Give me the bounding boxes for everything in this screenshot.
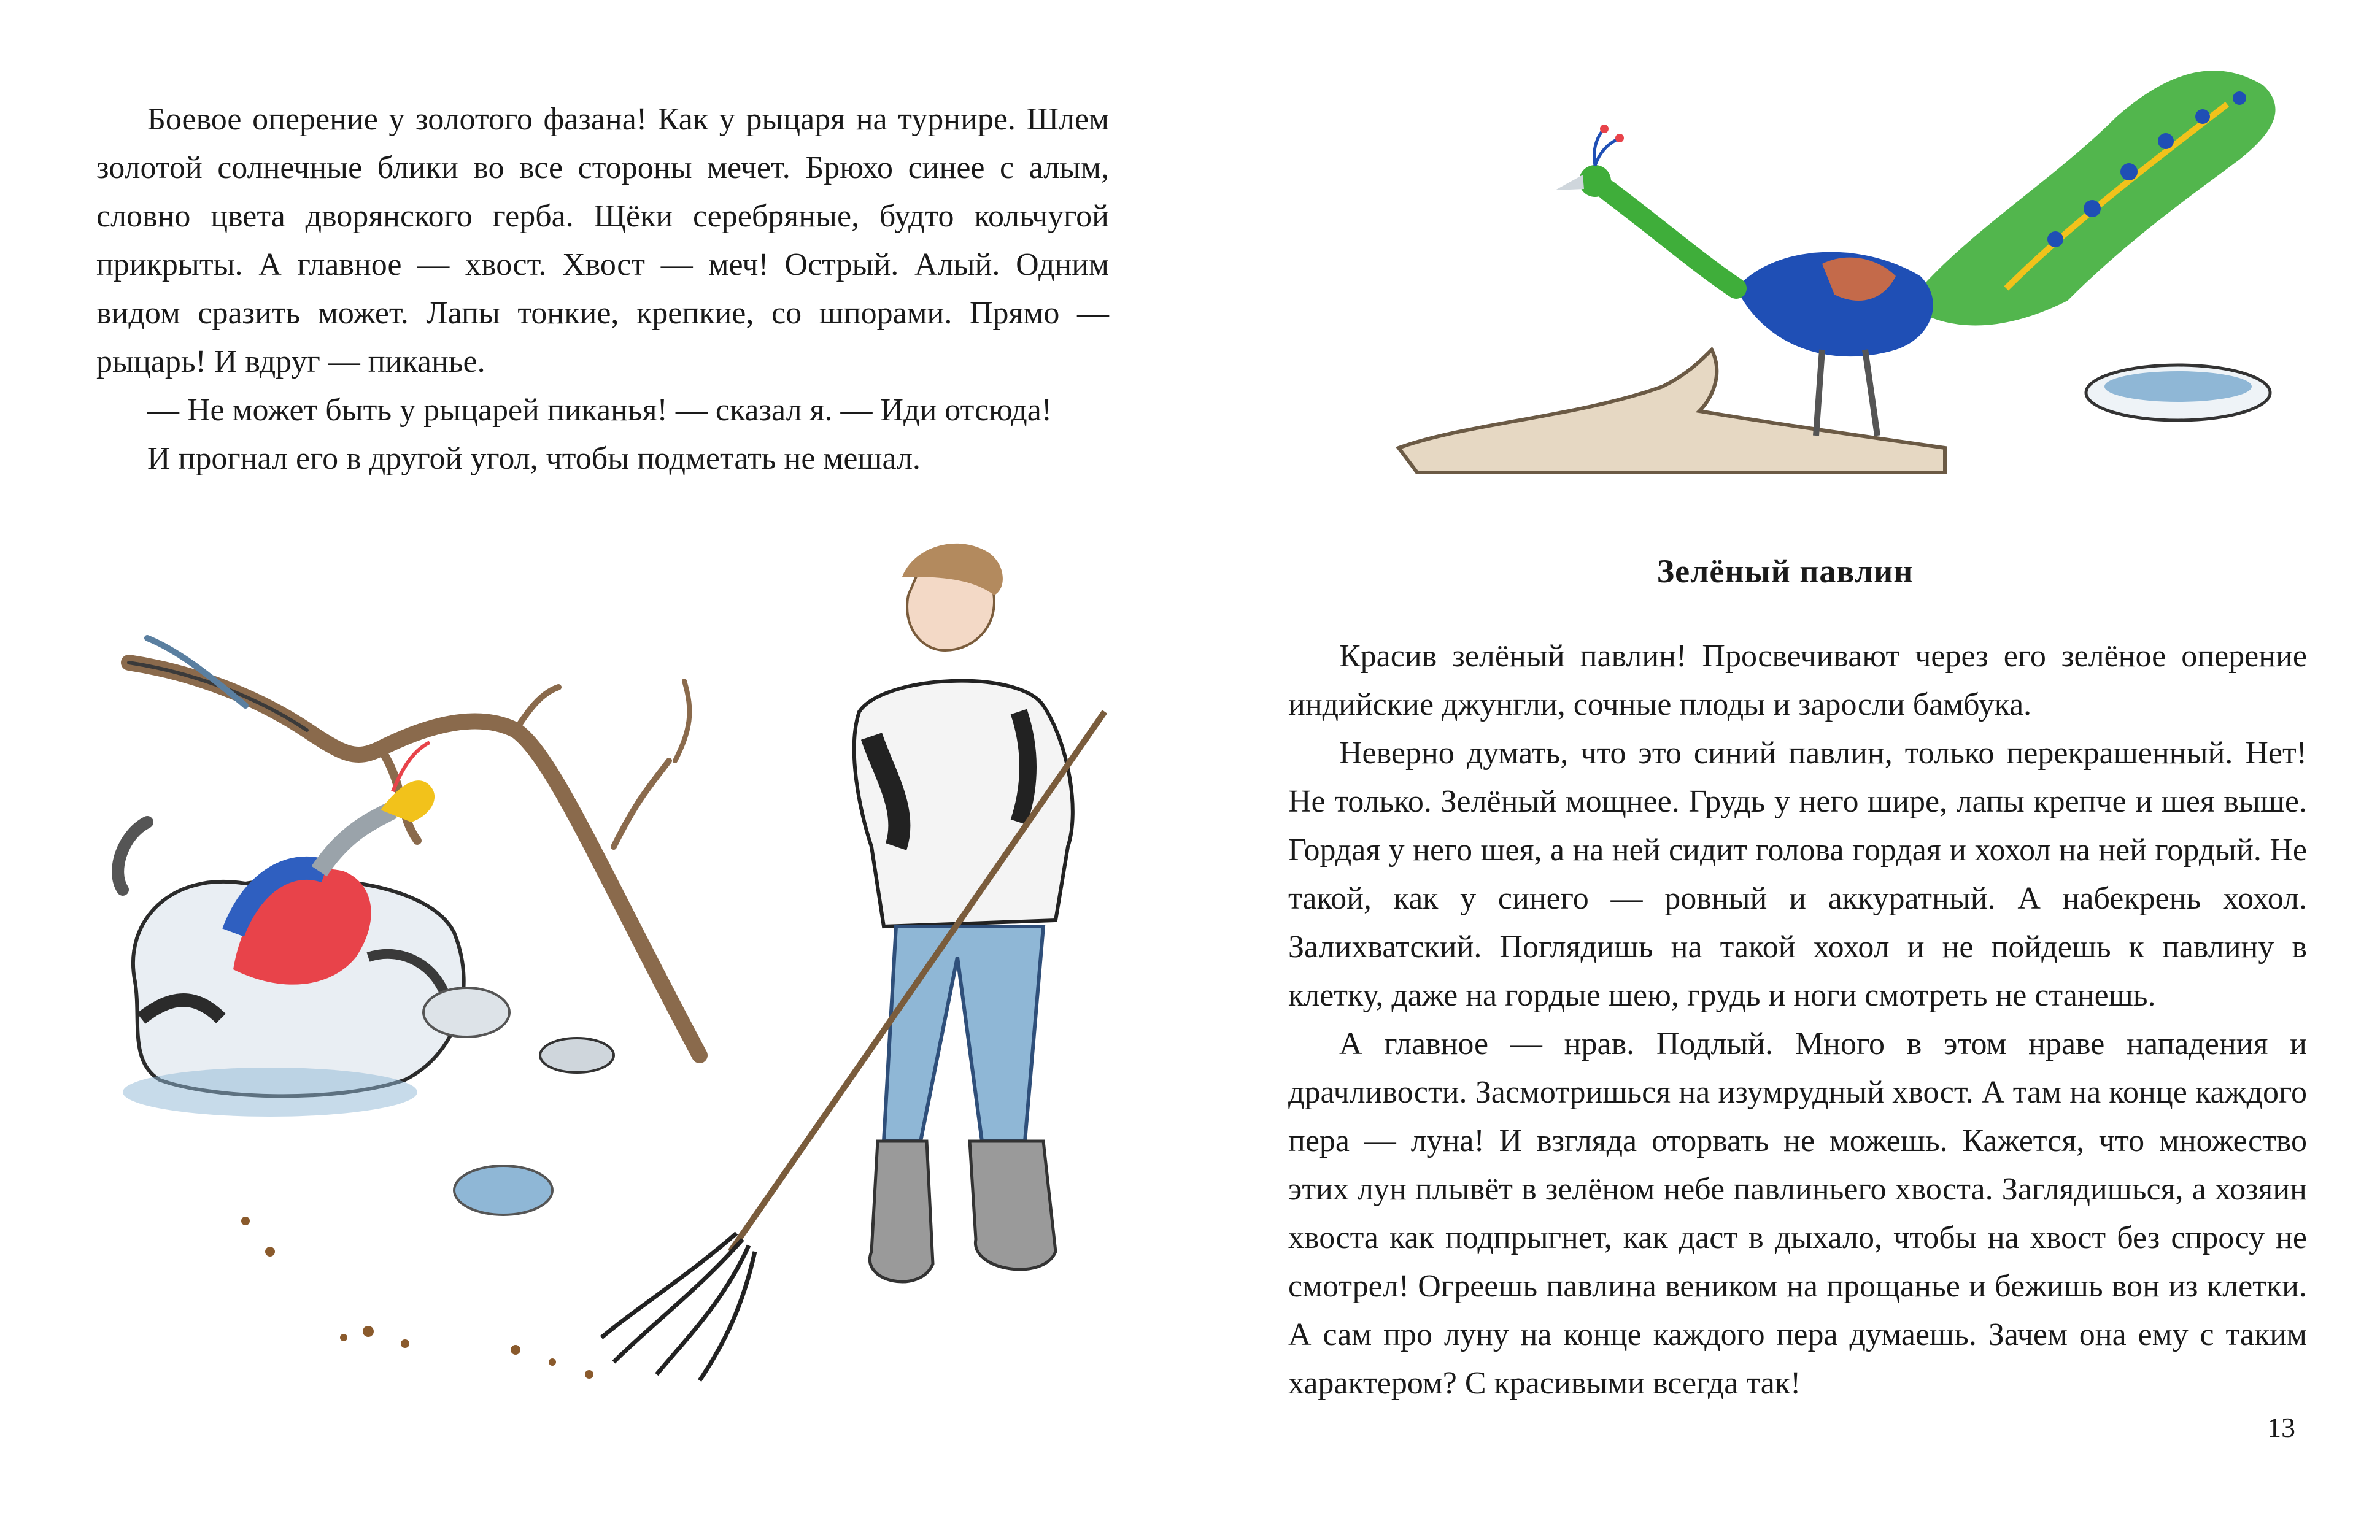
section-heading: Зелёный павлин: [1656, 553, 1914, 590]
illustration-green-peacock: [1393, 43, 2332, 522]
boy-illustration: [601, 544, 1105, 1380]
page-number: 13: [2267, 1412, 2295, 1443]
water-bowl-illustration: [2086, 365, 2270, 420]
right-page: [1190, 0, 2380, 1540]
paragraph: И прогнал его в другой угол, чтобы подметать не мешал.: [147, 441, 921, 476]
illustration-boy-sweeping-pheasant: [86, 528, 1129, 1423]
dirt-specks: [241, 1217, 593, 1379]
driftwood-illustration: [1399, 350, 1945, 472]
paragraph: Боевое оперение у золотого фазана! Как у рыцаря на турнире. Шлем золотой солнечные блики во все стороны мечет. Брюхо синее с алым, словно цвета дворянского герба. Щёки серебряные, будто кольчугой прикрыты. А главное — хвост. Хвост — меч! Острый. Алый. Одним видом сразить может. Лапы тонкие, крепкие, со шпорами. Прямо — рыцарь! И вдруг — пиканье.: [96, 102, 1109, 379]
right-page-text: [1288, 632, 2307, 1407]
paragraph: А главное — нрав. Подлый. Много в этом нраве нападения и драчливости. Засмотришься на изумрудный хвост. А там на конце каждого пера — луна! И взгляда оторвать не можешь. Кажется, что множество этих лун плывёт в зелёном небе павлиньего хвоста. Заглядишься, а хозяин хвоста как подпрыгнет, как даст в дыхало, чтобы на хвост без спросу не смотрел! Огреешь павлина веником на прощанье и бежишь вон из клетки. А сам про луну на конце каждого пера думаешь. Зачем она ему с таким характером? С красивыми всегда так!: [1288, 1026, 2307, 1401]
paragraph: Неверно думать, что это синий павлин, только перекрашенный. Нет! Не только. Зелёный мощнее. Грудь у него шире, лапы крепче и шея выше. Гордая у него шея, а на ней сидит голова гордая и хохол на ней гордый. Не такой, как у синего — ровный и аккуратный. А набекрень хохол. Залихватский. Поглядишь на такой хохол и не пойдешь к павлину в клетку, даже на гордые шею, грудь и ноги смотреть не станешь.: [1288, 736, 2307, 1013]
paragraph: Красив зелёный павлин! Просвечивают через его зелёное оперение индийские джунгли, сочные плоды и заросли бамбука.: [1288, 639, 2307, 722]
stones-illustration: [423, 988, 614, 1215]
left-page-text: [96, 95, 1109, 483]
paragraph: — Не может быть у рыцарей пиканья! — сказал я. — Иди отсюда!: [147, 393, 1053, 428]
